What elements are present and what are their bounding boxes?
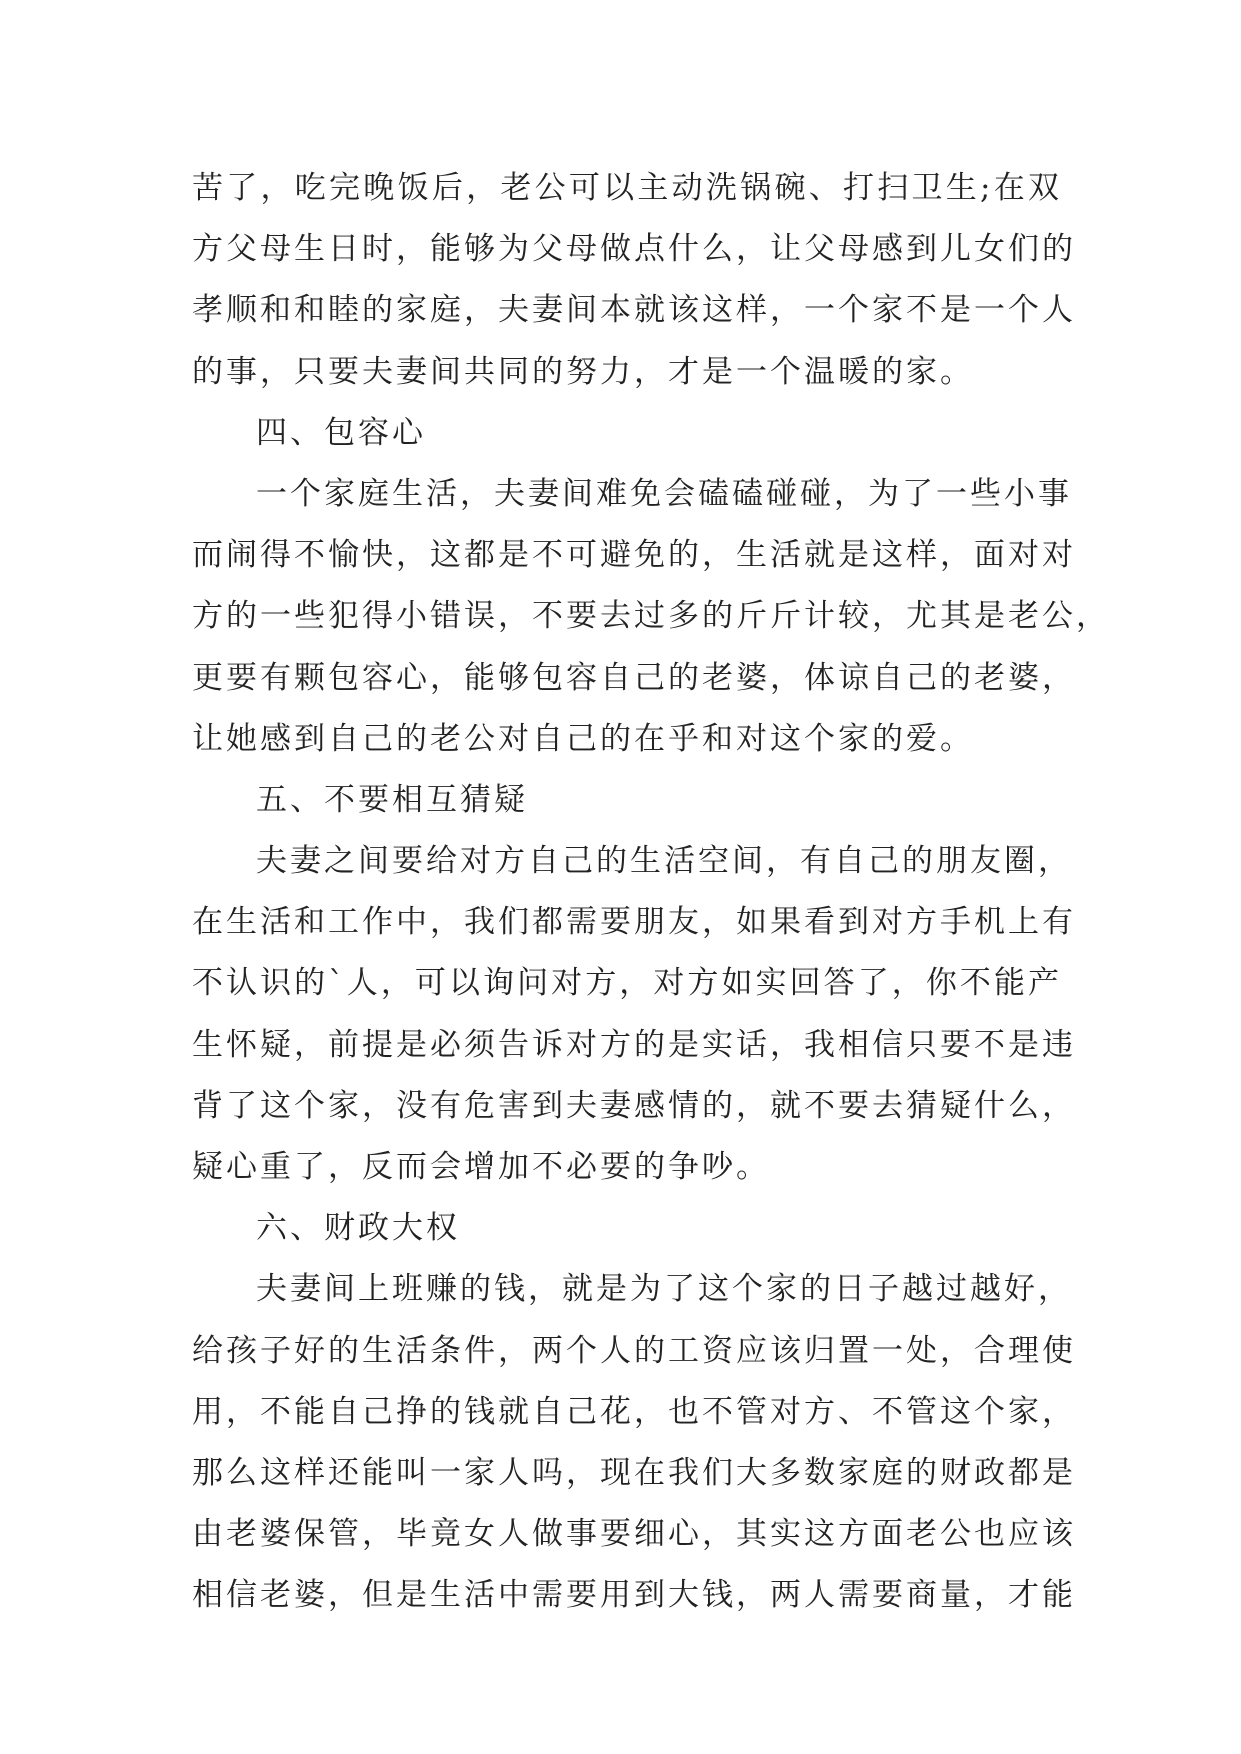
text-line: 苦了，吃完晚饭后，老公可以主动洗锅碗、打扫卫生;在双 <box>192 170 1062 206</box>
text-line: 相信老婆，但是生活中需要用到大钱，两人需要商量，才能 <box>192 1577 1076 1614</box>
text-line: 夫妻间上班赚的钱，就是为了这个家的日子越过越好， <box>256 1271 1072 1308</box>
text-line: 方的一些犯得小错误，不要去过多的斤斤计较，尤其是老公， <box>192 598 1110 635</box>
text-line: 更要有颗包容心，能够包容自己的老婆，体谅自己的老婆， <box>192 659 1076 696</box>
text-line: 那么这样还能叫一家人吗，现在我们大多数家庭的财政都是 <box>192 1454 1076 1491</box>
section-heading: 五、不要相互猜疑 <box>256 781 528 818</box>
text-line: 生怀疑，前提是必须告诉对方的是实话，我相信只要不是违 <box>192 1026 1076 1063</box>
text-line: 背了这个家，没有危害到夫妻感情的，就不要去猜疑什么， <box>192 1087 1076 1124</box>
section-heading: 四、包容心 <box>256 414 426 451</box>
text-line: 一个家庭生活，夫妻间难免会磕磕碰碰，为了一些小事 <box>256 475 1072 512</box>
text-line: 由老婆保管，毕竟女人做事要细心，其实这方面老公也应该 <box>192 1516 1076 1553</box>
text-line: 给孩子好的生活条件，两个人的工资应该归置一处，合理使 <box>192 1332 1076 1369</box>
text-line: 的事，只要夫妻间共同的努力，才是一个温暖的家。 <box>192 353 974 390</box>
text-line: 方父母生日时，能够为父母做点什么，让父母感到儿女们的 <box>192 231 1076 268</box>
text-line: 孝顺和和睦的家庭，夫妻间本就该这样，一个家不是一个人 <box>192 292 1076 329</box>
document-body <box>192 158 1110 1627</box>
text-line: 夫妻之间要给对方自己的生活空间，有自己的朋友圈， <box>256 843 1072 880</box>
text-line: 不认识的`人，可以询问对方，对方如实回答了，你不能产 <box>192 965 1062 1002</box>
text-line: 疑心重了，反而会增加不必要的争吵。 <box>192 1149 770 1185</box>
text-line: 用，不能自己挣的钱就自己花，也不管对方、不管这个家， <box>192 1393 1076 1430</box>
text-line: 而闹得不愉快，这都是不可避免的，生活就是这样，面对对 <box>192 537 1076 574</box>
section-heading: 六、财政大权 <box>256 1210 460 1247</box>
text-line: 在生活和工作中，我们都需要朋友，如果看到对方手机上有 <box>192 904 1076 941</box>
text-line: 让她感到自己的老公对自己的在乎和对这个家的爱。 <box>192 720 974 757</box>
